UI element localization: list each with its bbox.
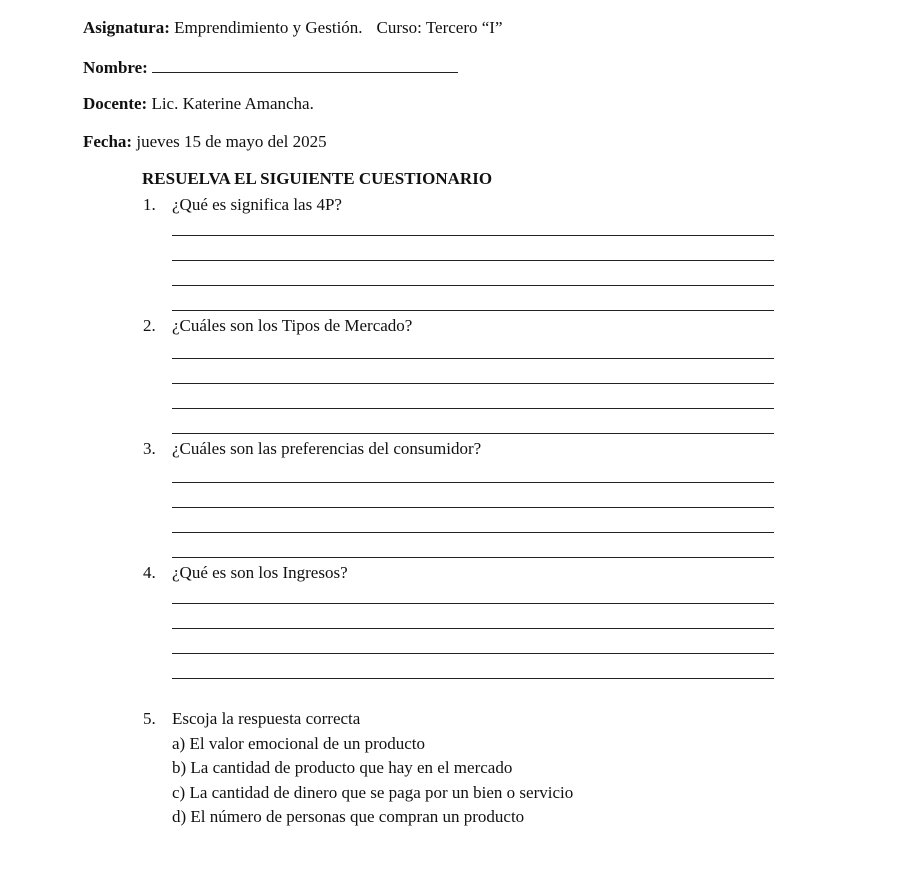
teacher-line: [83, 93, 314, 115]
answer-line[interactable]: [172, 678, 774, 679]
answer-line[interactable]: [172, 482, 774, 483]
name-blank-line[interactable]: [152, 58, 458, 73]
date-line: [83, 131, 327, 153]
answer-line[interactable]: [172, 532, 774, 533]
question-text: Escoja la respuesta correcta: [172, 709, 361, 728]
option-d[interactable]: d) El número de personas que compran un producto: [172, 807, 525, 826]
answer-line[interactable]: [172, 408, 774, 409]
subject-value: Emprendimiento y Gestión.: [174, 18, 363, 37]
teacher-label: Docente:: [83, 94, 148, 113]
question-number: 4.: [143, 563, 156, 582]
question-3: [143, 438, 481, 460]
answer-line[interactable]: [172, 358, 774, 359]
question-1: [143, 194, 342, 216]
question-5: [143, 708, 360, 730]
answer-line[interactable]: [172, 310, 774, 311]
answer-line[interactable]: [172, 383, 774, 384]
question-number: 2.: [143, 316, 156, 335]
question-text: ¿Cuáles son los Tipos de Mercado?: [172, 316, 413, 335]
question-number: 1.: [143, 195, 156, 214]
option-c[interactable]: c) La cantidad de dinero que se paga por un bien o servicio: [172, 783, 574, 802]
question-text: ¿Qué es son los Ingresos?: [172, 563, 348, 582]
question-number: 5.: [143, 709, 156, 728]
answer-line[interactable]: [172, 557, 774, 558]
teacher-value: Lic. Katerine Amancha.: [151, 94, 314, 113]
subject-course-line: [83, 17, 503, 39]
date-label: Fecha:: [83, 132, 133, 151]
question-4: [143, 562, 348, 584]
student-name-line: [83, 57, 458, 79]
subject-label: Asignatura:: [83, 18, 170, 37]
name-label: Nombre:: [83, 58, 148, 77]
questionnaire-title: RESUELVA EL SIGUIENTE CUESTIONARIO: [142, 169, 493, 188]
option-a[interactable]: a) El valor emocional de un producto: [172, 734, 426, 753]
course-value: Curso: Tercero “I”: [376, 18, 503, 37]
question-number: 3.: [143, 439, 156, 458]
answer-line[interactable]: [172, 260, 774, 261]
answer-line[interactable]: [172, 603, 774, 604]
option-b[interactable]: b) La cantidad de producto que hay en el mercado: [172, 758, 513, 777]
answer-line[interactable]: [172, 285, 774, 286]
answer-line[interactable]: [172, 433, 774, 434]
answer-line[interactable]: [172, 628, 774, 629]
answer-line[interactable]: [172, 507, 774, 508]
question-2: [143, 315, 412, 337]
question-text: ¿Cuáles son las preferencias del consumidor?: [172, 439, 482, 458]
date-value: jueves 15 de mayo del 2025: [136, 132, 327, 151]
answer-line[interactable]: [172, 235, 774, 236]
question-text: ¿Qué es significa las 4P?: [172, 195, 342, 214]
answer-line[interactable]: [172, 653, 774, 654]
